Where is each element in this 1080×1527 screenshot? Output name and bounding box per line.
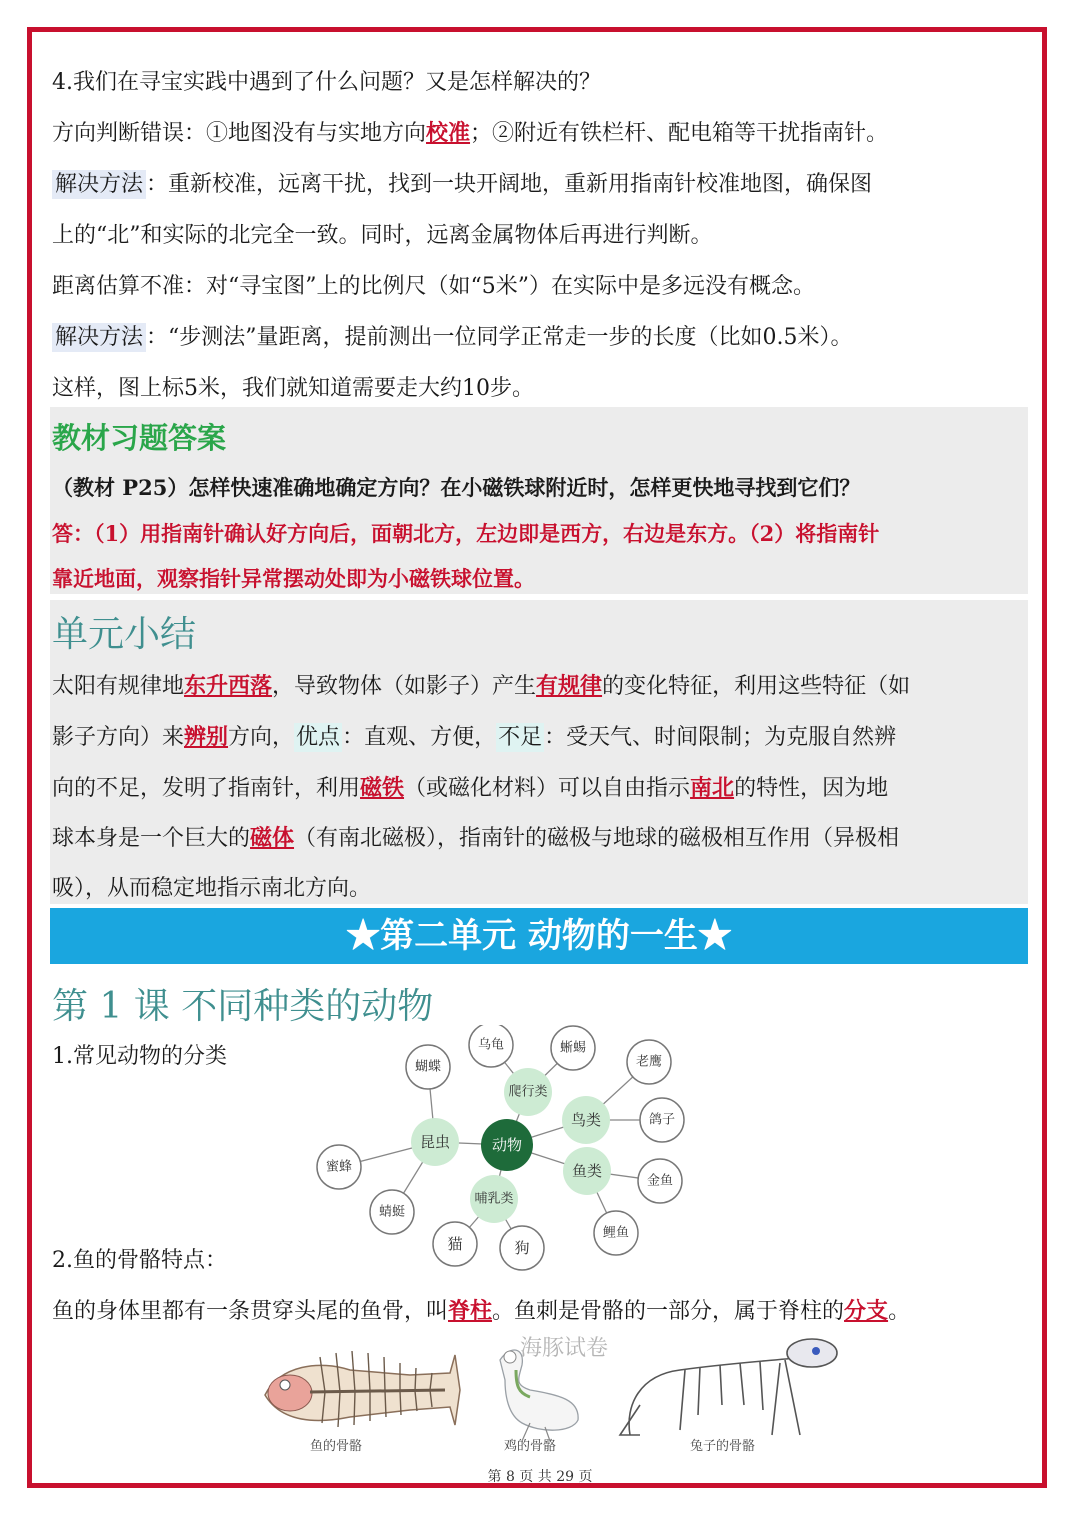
keyword: 磁铁	[360, 775, 405, 801]
page-footer: 第 8 页 共 29 页	[487, 1469, 593, 1485]
label-birds: 鸟类	[570, 1111, 602, 1129]
summary-text: 球本身是一个巨大的	[52, 826, 251, 851]
answer-text-1: （1）用指南针确认好方向后，面朝北方，左边即是西方，右边是东方。（2）将指南针	[94, 521, 880, 546]
answer-text-2: 靠近地面，观察指针异常摆动处即为小磁铁球位置。	[52, 566, 535, 591]
keyword: 有规律	[536, 673, 603, 699]
summary-line-4	[52, 813, 1037, 864]
label-butterfly: 蝴蝶	[414, 1059, 442, 1075]
summary-text: ：直观、方便，	[342, 725, 497, 750]
fish-text: 。	[888, 1299, 911, 1324]
lesson-title: 第 1 课 不同种类的动物	[52, 986, 434, 1027]
summary-text: 的变化特征，利用这些特征（如	[602, 674, 911, 699]
label-dragonfly: 蜻蜓	[378, 1204, 406, 1220]
summary-text: ，导致物体（如影子）产生	[272, 674, 537, 699]
textbook-answer-title: 教材习题答案	[52, 421, 227, 455]
label-dog: 狗	[514, 1239, 530, 1257]
summary-line-1	[52, 661, 1037, 712]
answer-label: 答：	[52, 521, 94, 546]
keyword-calibrate: 校准	[426, 120, 471, 146]
watermark: 海豚试卷	[520, 1336, 609, 1361]
summary-text: 的特性，因为地	[734, 776, 889, 801]
summary-text: ：受天气、时间限制；为克服自然辨	[544, 725, 897, 750]
keyword: 南北	[690, 775, 735, 801]
label-center: 动物	[491, 1136, 523, 1154]
summary-text: （或磁化材料）可以自由指示	[404, 776, 691, 801]
summary-text: 方向，	[228, 725, 295, 750]
problem-1-text-b: ；②附近有铁栏杆、配电箱等干扰指南针。	[470, 121, 889, 146]
summary-text: （有南北磁极），指南针的磁极与地球的磁极相互作用（异极相	[294, 826, 900, 851]
keyword: 磁体	[250, 825, 295, 851]
caption-rabbit-skeleton: 兔子的骨骼	[690, 1439, 756, 1454]
fish-text: 鱼的身体里都有一条贯穿头尾的鱼骨，叫	[52, 1299, 449, 1324]
label-carp: 鲤鱼	[602, 1225, 630, 1241]
caption-fish-skeleton: 鱼的骨骼	[310, 1439, 363, 1454]
solution-1-line-2: 上的“北”和实际的北完全一致。同时，远离金属物体后再进行判断。	[52, 223, 713, 248]
label-turtle: 乌龟	[477, 1037, 505, 1053]
label-eagle: 老鹰	[635, 1054, 663, 1070]
question-4-title: 4.我们在寻宝实践中遇到了什么问题？又是怎样解决的？	[52, 70, 601, 95]
summary-text: 向的不足，发明了指南针，利用	[52, 776, 361, 801]
textbook-answer-line-2	[52, 553, 1037, 605]
problem-1	[52, 108, 1037, 159]
chicken-skeleton-image	[500, 1350, 578, 1441]
label-cat: 猫	[447, 1235, 463, 1253]
solution-2-line-2: 这样，图上标5米，我们就知道需要走大约10步。	[52, 376, 534, 401]
unit-summary-title: 单元小结	[52, 614, 197, 655]
caption-chicken-skeleton: 鸡的骨骼	[504, 1439, 557, 1454]
fish-skeleton-image	[265, 1351, 460, 1427]
label-lizard: 蜥蜴	[559, 1040, 587, 1056]
unit-banner: ★第二单元 动物的一生★	[50, 908, 1028, 964]
summary-line-3	[52, 763, 1037, 814]
solution-1-line-1	[52, 159, 1037, 210]
fish-text: 。鱼刺是骨骼的一部分，属于脊柱的	[492, 1299, 845, 1324]
label-insects: 昆虫	[419, 1133, 451, 1151]
keyword-spine: 脊柱	[448, 1298, 493, 1324]
summary-text: 影子方向）来	[52, 725, 185, 750]
label-reptiles: 爬行类	[508, 1084, 548, 1100]
solution-1-text-a: ：重新校准，远离干扰，找到一块开阔地，重新用指南针校准地图，确保图	[146, 172, 873, 197]
highlight-advantage: 优点	[296, 725, 341, 750]
label-pigeon: 鸽子	[648, 1112, 676, 1128]
summary-line-2	[52, 712, 1037, 763]
keyword: 辨别	[184, 724, 229, 750]
label-goldfish: 金鱼	[646, 1173, 674, 1189]
label-bee: 蜜蜂	[325, 1159, 353, 1175]
section-1-heading: 1.常见动物的分类	[52, 1044, 227, 1069]
summary-line-5: 吸），从而稳定地指示南北方向。	[52, 876, 372, 901]
textbook-question: （教材 P25）怎样快速准确地确定方向？在小磁铁球附近时，怎样更快地寻找到它们？	[52, 475, 861, 500]
label-fishes: 鱼类	[571, 1162, 603, 1180]
rabbit-skeleton-image	[620, 1339, 837, 1435]
label-mammals: 哺乳类	[474, 1191, 514, 1207]
keyword-branch: 分支	[844, 1298, 889, 1324]
problem-2: 距离估算不准：对“寻宝图”上的比例尺（如“5米”）在实际中是多远没有概念。	[52, 274, 815, 299]
solution-label: 解决方法	[52, 170, 146, 199]
solution-label: 解决方法	[52, 323, 146, 352]
summary-text: 太阳有规律地	[52, 674, 185, 699]
highlight-disadvantage: 不足	[498, 725, 543, 750]
solution-2-text-a: ：“步测法”量距离，提前测出一位同学正常走一步的长度（比如0.5米）。	[146, 325, 853, 350]
keyword: 东升西落	[184, 673, 273, 699]
fish-skeleton-text	[52, 1286, 1037, 1337]
section-2-heading: 2.鱼的骨骼特点：	[52, 1248, 227, 1273]
problem-1-text-a: 方向判断错误：①地图没有与实地方向	[52, 121, 427, 146]
solution-2-line-1	[52, 312, 1037, 363]
